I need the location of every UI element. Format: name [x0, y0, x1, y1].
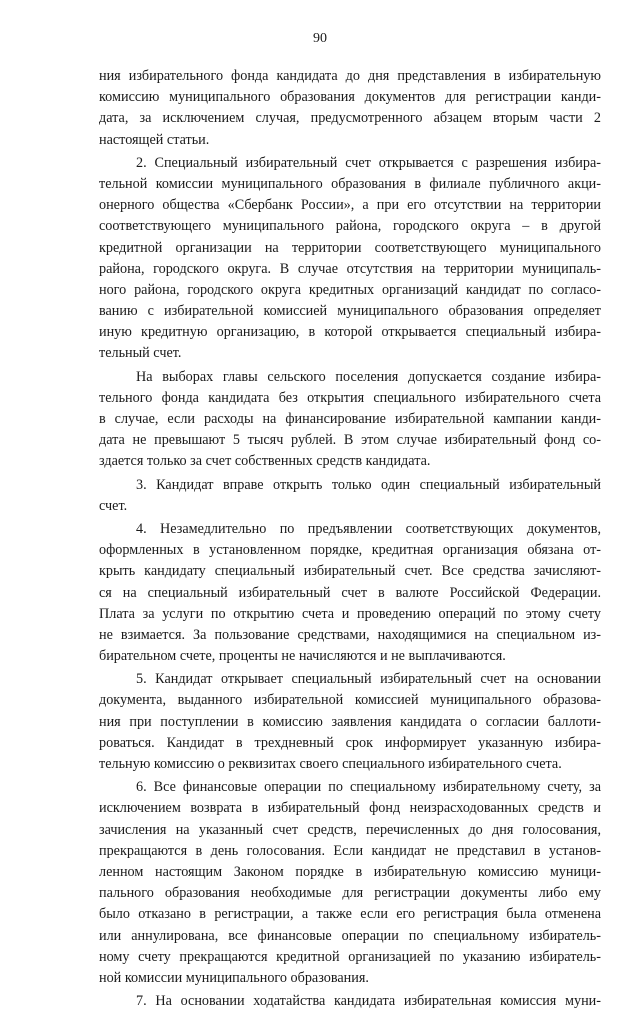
text-line: 4. Незамедлительно по предъявлении соответствующих документов, — [136, 520, 601, 537]
text-line: настоящей статьи. — [99, 131, 210, 148]
text-line: счет. — [99, 497, 128, 514]
text-line: тельной комиссии муниципального образования в филиале публичного акци- — [99, 175, 601, 192]
paragraph-continuation — [99, 66, 601, 151]
text-line: ленном настоящим Законом порядке в избирательную комиссию муници- — [99, 863, 601, 880]
text-line: 5. Кандидат открывает специальный избирательный счет на основании — [136, 671, 601, 688]
text-line: Плата за услуги по открытию счета и проведению операций по этому счету — [99, 605, 601, 622]
text-line: ния избирательного фонда кандидата до дня представления в избирательную — [99, 68, 601, 84]
text-line: прекращаются в день голосования. Если кандидат не представил в установ- — [99, 842, 601, 859]
text-line: ванию с избирательной комиссией муниципального образования определяет — [99, 303, 601, 320]
text-line: иную кредитную организацию, в которой открывается специальный избира- — [99, 324, 601, 341]
text-line: бирательном счете, проценты не начисляются и не выплачиваются. — [99, 648, 506, 665]
text-line: На выборах главы сельского поселения допускается создание избира- — [136, 368, 601, 385]
text-line: зачисления на указанный счет средств, перечисленных до дня голосования, — [99, 821, 601, 838]
text-line: оформленных в установленном порядке, кредитная организация обязана от- — [99, 542, 601, 559]
text-line: здается только за счет собственных средств кандидата. — [99, 453, 431, 470]
text-line: ного района, городского округа кредитных организаций кандидат по согласо- — [99, 281, 601, 298]
text-line: крыть кандидату специальный избирательный счет. Все средства зачисляют- — [99, 563, 601, 580]
text-line: 6. Все финансовые операции по специальному избирательному счету, за — [136, 779, 601, 796]
paragraph-item-2-part-2 — [99, 367, 601, 473]
text-line: роваться. Кандидат в трехдневный срок информирует указанную избира- — [99, 734, 601, 751]
text-line: района, городского округа. В случае отсутствия на территории муниципаль- — [99, 260, 601, 277]
text-line: ной комиссии муниципального образования. — [99, 969, 369, 986]
text-line: ния при поступлении в комиссию заявления кандидата о согласии баллоти- — [99, 713, 601, 730]
paragraph-item-4 — [99, 519, 601, 667]
text-line: 2. Специальный избирательный счет открывается с разрешения избира- — [136, 154, 601, 171]
paragraph-item-7 — [99, 991, 601, 1012]
document-body — [99, 66, 601, 1012]
text-line: дата, за исключением случая, предусмотренного абзацем вторым части 2 — [99, 110, 601, 127]
text-line: исключением возврата в избирательный фонд неизрасходованных средств и — [99, 800, 601, 817]
text-line: дата не превышают 5 тысяч рублей. В этом случае избирательный фонд со- — [99, 432, 601, 449]
text-line: соответствующего муниципального района, городского округа – в другой — [99, 218, 601, 235]
text-line: не взимается. За пользование средствами, находящимися на специальном из- — [99, 626, 601, 643]
text-line: комиссию муниципального образования документов для регистрации канди- — [99, 89, 601, 106]
text-line: ному счету прекращаются кредитной организацией по указанию избиратель- — [99, 948, 601, 965]
text-line: тельный счет. — [99, 345, 182, 362]
text-line: или аннулирована, все финансовые операции по специальному избиратель- — [99, 927, 601, 944]
page-number: 90 — [313, 31, 327, 46]
text-line: онерного общества «Сбербанк России», а при его отсутствии на территории — [99, 197, 601, 214]
text-line: 7. На основании ходатайства кандидата избирательная комиссия муни- — [136, 993, 601, 1010]
paragraph-item-3 — [99, 475, 601, 517]
paragraph-item-2 — [99, 153, 601, 365]
paragraph-item-5 — [99, 669, 601, 775]
text-line: тельную комиссию о реквизитах своего специального избирательного счета. — [99, 756, 562, 772]
text-line: было отказано в регистрации, а также если его регистрация была отменена — [99, 906, 601, 923]
paragraph-item-6 — [99, 777, 601, 989]
text-line: кредитной организации на территории соответствующего муниципального — [99, 239, 601, 256]
text-line: документа, выданного избирательной комиссией муниципального образова- — [99, 692, 601, 709]
text-line: тельного фонда кандидата без открытия специального избирательного счета — [99, 389, 601, 406]
text-line: пального образования необходимые для регистрации документы либо ему — [99, 885, 601, 902]
text-line: ся на специальный избирательный счет в валюте Российской Федерации. — [99, 584, 601, 601]
text-line: в случае, если расходы на финансирование избирательной кампании канди- — [99, 411, 601, 427]
text-line: 3. Кандидат вправе открыть только один специальный избирательный — [136, 476, 601, 493]
